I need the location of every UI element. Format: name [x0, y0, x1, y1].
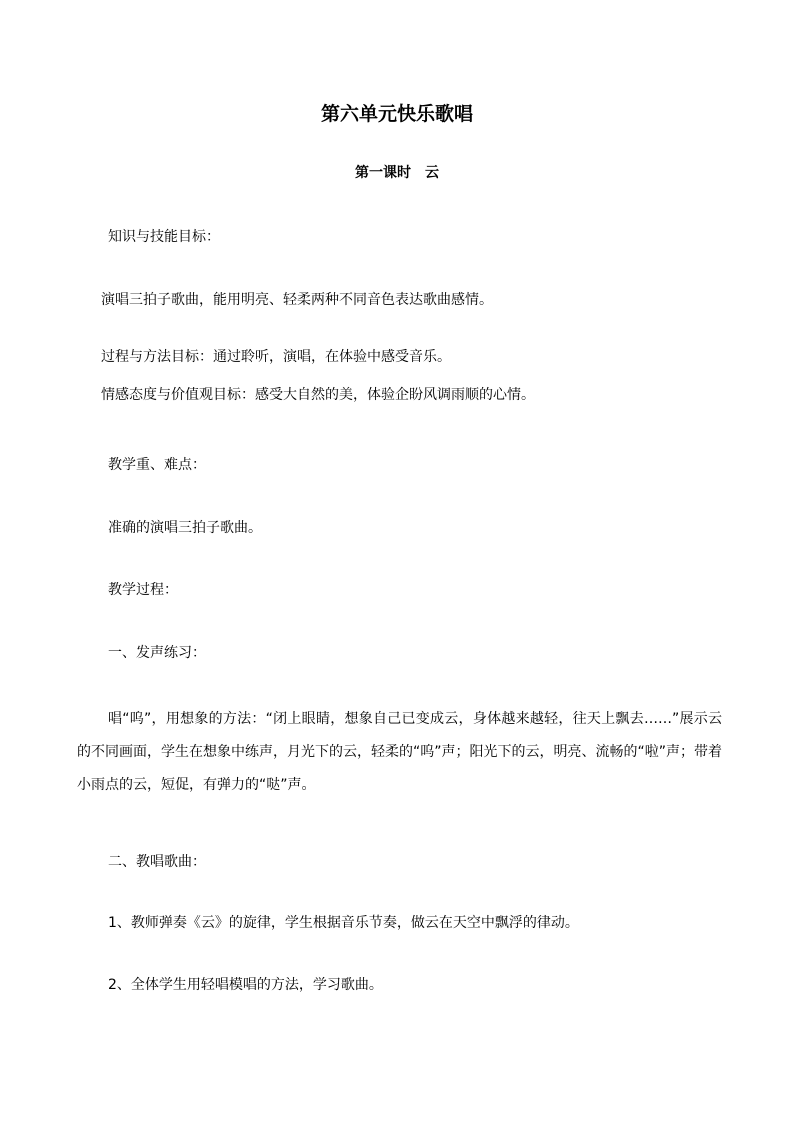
section-1-heading: 一、发声练习：: [108, 645, 206, 661]
step-2-text: 2、全体学生用轻唱模唱的方法，学习歌曲。: [108, 977, 383, 993]
knowledge-goal-heading: 知识与技能目标：: [108, 229, 220, 245]
key-points-text: 准确的演唱三拍子歌曲。: [108, 520, 262, 536]
process-goal-text: 过程与方法目标：通过聆听，演唱，在体验中感受音乐。: [101, 349, 451, 365]
key-points-heading: 教学重、难点：: [108, 457, 206, 473]
document-title: 第六单元快乐歌唱: [320, 103, 473, 125]
step-1-text: 1、教师弹奏《云》的旋律，学生根据音乐节奏，做云在天空中飘浮的律动。: [108, 915, 579, 931]
lesson-subtitle: 第一课时 云: [355, 165, 439, 181]
teaching-process-heading: 教学过程：: [108, 582, 178, 598]
section-2-heading: 二、教唱歌曲：: [108, 854, 206, 870]
knowledge-goal-text: 演唱三拍子歌曲，能用明亮、轻柔两种不同音色表达歌曲感情。: [101, 292, 493, 308]
emotion-goal-text: 情感态度与价值观目标：感受大自然的美，体验企盼风调雨顺的心情。: [101, 387, 535, 403]
section-1-paragraph: 唱“呜”，用想象的方法：“闭上眼睛，想象自己已变成云，身体越来越轻，往天上飘去……”展示云的不同画面，学生在想象中练声，月光下的云，轻柔的“呜”声；阳光下的云，明亮、流畅的“啦”声；带着小雨点的云，短促，有弹力的“哒”声。: [77, 711, 723, 793]
